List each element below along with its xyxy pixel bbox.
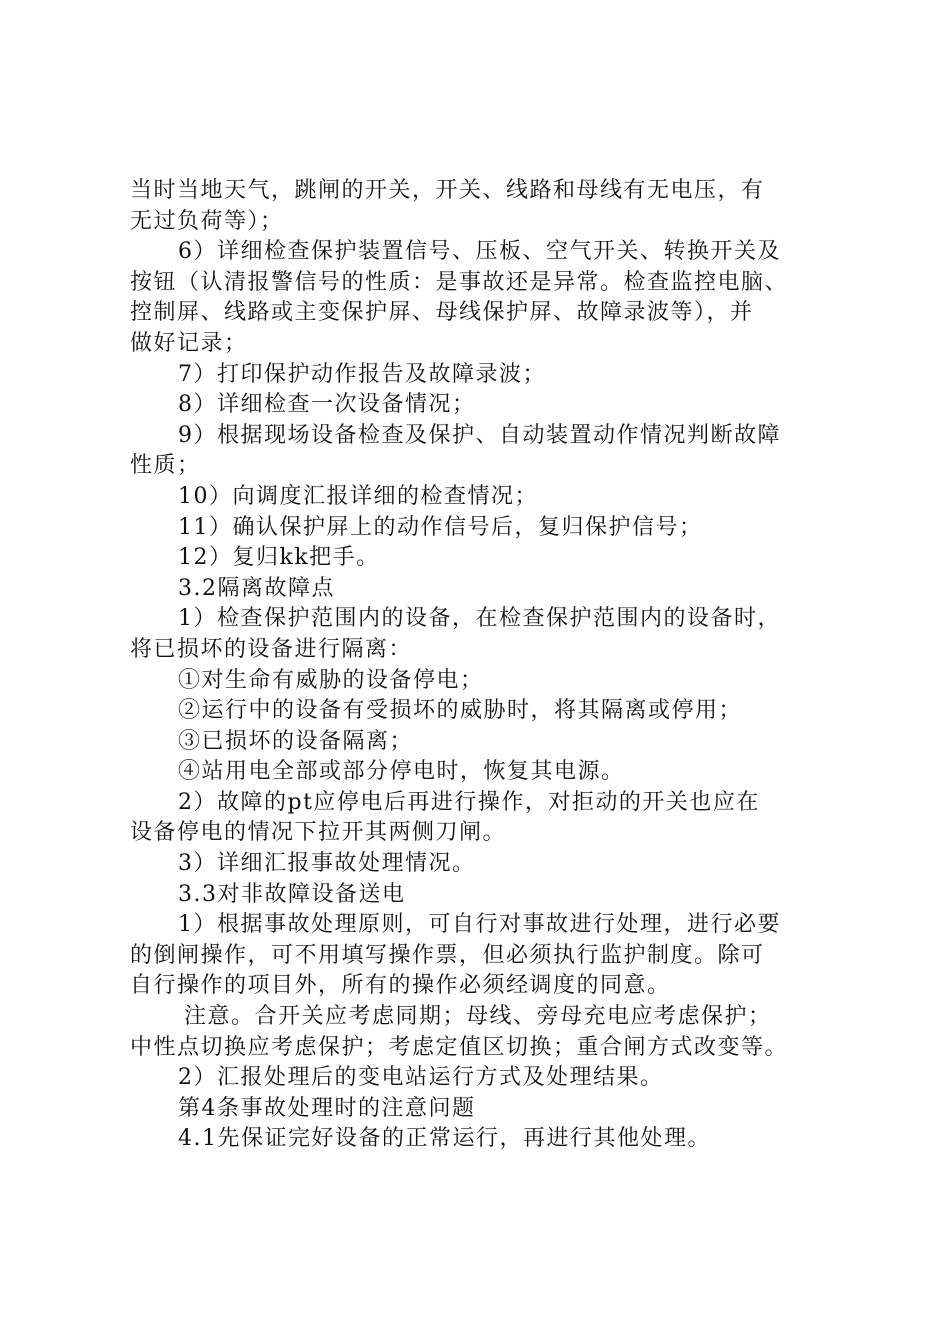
text-line: 10）向调度汇报详细的检查情况； — [178, 483, 538, 509]
list-item: ③已损坏的设备隔离； — [178, 728, 414, 754]
text-line: 11）确认保护屏上的动作信号后，复归保护信号； — [178, 514, 703, 540]
text-line: 按钮（认清报警信号的性质：是事故还是异常。检查监控电脑、 — [130, 269, 789, 295]
text-line: 将已损坏的设备进行隔离： — [130, 636, 413, 662]
text-line: 的倒闸操作，可不用填写操作票，但必须执行监护制度。除可 — [130, 942, 765, 968]
section-heading: 3.3对非故障设备送电 — [178, 881, 406, 907]
text-line: 2）汇报处理后的变电站运行方式及处理结果。 — [178, 1065, 664, 1091]
text-line: 设备停电的情况下拉开其两侧刀闸。 — [130, 820, 507, 846]
text-line: 控制屏、线路或主变保护屏、母线保护屏、故障录波等），并 — [130, 300, 754, 326]
section-heading: 第4条事故处理时的注意问题 — [178, 1095, 476, 1121]
text-line: 无过负荷等）； — [130, 208, 284, 234]
list-item: ④站用电全部或部分停电时，恢复其电源。 — [178, 759, 625, 785]
text-line: 做好记录； — [130, 330, 248, 356]
list-item: ②运行中的设备有受损坏的威胁时，将其隔离或停用； — [178, 698, 743, 724]
text-line: 当时当地天气，跳闸的开关，开关、线路和母线有无电压，有 — [130, 178, 765, 203]
text-line: 6）详细检查保护装置信号、压板、空气开关、转换开关及 — [178, 239, 781, 265]
text-line: 3）详细汇报事故处理情况。 — [178, 851, 476, 877]
section-heading: 3.2隔离故障点 — [178, 575, 335, 601]
text-line: 7）打印保护动作报告及故障录波； — [178, 361, 546, 387]
text-line: 1）根据事故处理原则，可自行对事故进行处理，进行必要 — [178, 912, 781, 938]
list-item: ①对生命有威胁的设备停电； — [178, 667, 484, 693]
text-line: 自行操作的项目外，所有的操作必须经调度的同意。 — [130, 973, 671, 999]
note-line: 中性点切换应考虑保护；考虑定值区切换；重合闸方式改变等。 — [130, 1034, 789, 1060]
text-line: 2）故障的pt应停电后再进行操作，对拒动的开关也应在 — [178, 789, 760, 815]
text-line: 4.1先保证完好设备的正常运行，再进行其他处理。 — [178, 1126, 711, 1152]
note-line: 注意。合开关应考虑同期；母线、旁母充电应考虑保护； — [184, 1004, 772, 1030]
document-body — [130, 176, 855, 1155]
text-line: 性质； — [130, 453, 201, 479]
text-line: 9）根据现场设备检查及保护、自动装置动作情况判断故障 — [178, 422, 781, 448]
text-line: 1）检查保护范围内的设备，在检查保护范围内的设备时， — [178, 606, 781, 632]
text-line: 12）复归kk把手。 — [178, 545, 380, 571]
text-line: 8）详细检查一次设备情况； — [178, 392, 476, 418]
